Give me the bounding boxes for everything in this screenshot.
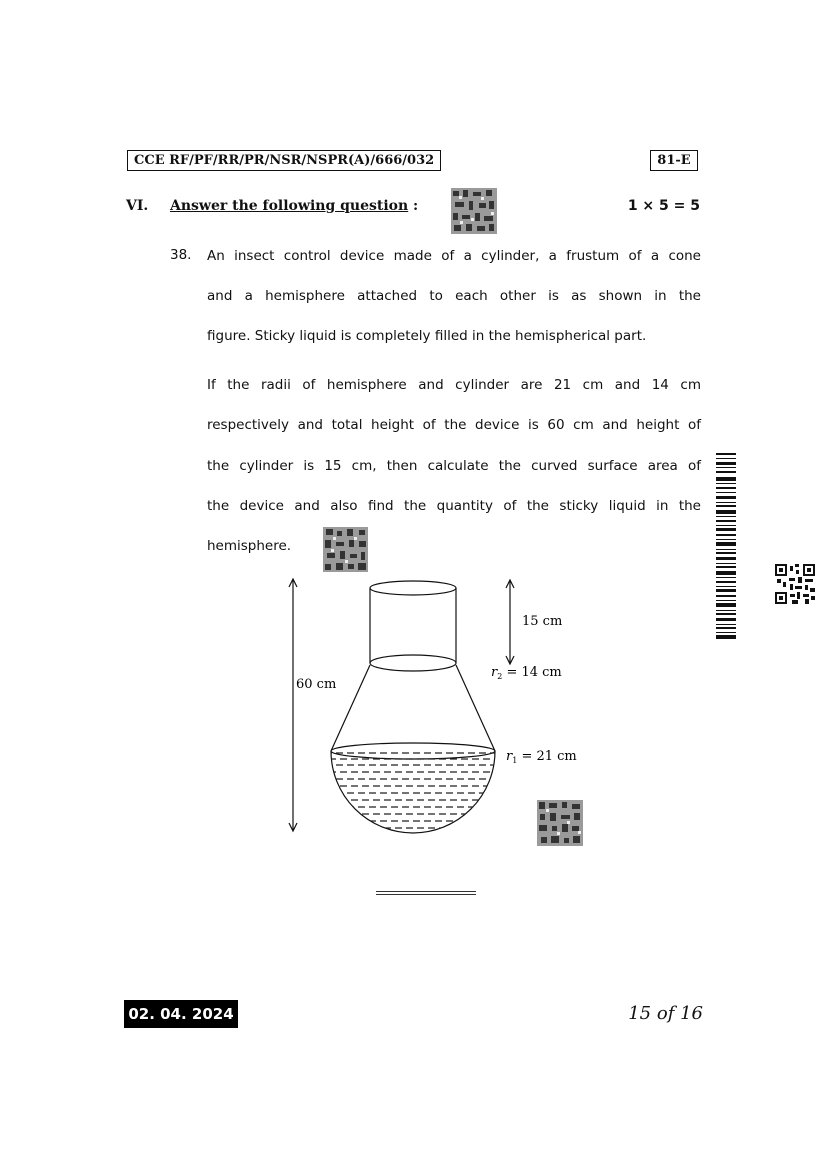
end-rule [376, 891, 476, 892]
section-title-text: Answer the following question [170, 198, 409, 214]
figure-drawing [289, 579, 514, 833]
sticky-liquid [325, 748, 502, 828]
question-number: 38. [170, 247, 192, 263]
frustum-left-side [331, 665, 370, 751]
question-line: respectively and total height of the device is 60 cm and height of [207, 417, 701, 433]
question-line: An insect control device made of a cylinder, a frustum of a cone [207, 248, 701, 264]
r1-subscript: 1 [512, 756, 518, 765]
question-line: the cylinder is 15 cm, then calculate the curved surface area of [207, 458, 701, 474]
question-line: If the radii of hemisphere and cylinder are 21 cm and 14 cm [207, 377, 701, 393]
r1-label [506, 749, 577, 765]
qr-code-icon [775, 564, 815, 604]
paper-code: CCE RF/PF/RR/PR/NSR/NSPR(A)/666/032 [127, 150, 441, 171]
barcode-icon [716, 453, 736, 639]
question-line: figure. Sticky liquid is completely filled in the hemispherical part. [207, 328, 647, 344]
question-line: hemisphere. [207, 538, 292, 554]
r1-symbol: r [506, 749, 513, 764]
exam-date: 02. 04. 2024 [124, 1000, 238, 1028]
section-number: VI. [126, 198, 149, 214]
qr-code-icon [323, 527, 368, 572]
qr-code-icon [451, 188, 497, 234]
end-rule [376, 894, 476, 895]
cylinder-bottom-ellipse [370, 655, 456, 671]
question-line: the device and also find the quantity of the sticky liquid in the [207, 498, 701, 514]
hemisphere-rim [331, 743, 495, 759]
question-line: and a hemisphere attached to each other is as shown in the [207, 288, 701, 304]
r1-value: = 21 cm [517, 749, 577, 764]
cylinder-top-ellipse [370, 581, 456, 595]
section-title [170, 198, 418, 214]
section-title-colon: : [413, 198, 419, 214]
page-code: 81-E [650, 150, 698, 171]
section-marks: 1 × 5 = 5 [627, 198, 700, 214]
cylinder-height-label: 15 cm [522, 614, 563, 629]
insect-device-figure [280, 570, 600, 840]
frustum-right-side [456, 665, 495, 751]
r2-label [491, 665, 562, 681]
page-number: 15 of 16 [628, 1003, 703, 1024]
total-height-label: 60 cm [296, 677, 337, 692]
r2-subscript: 2 [497, 672, 503, 681]
r2-symbol: r [491, 665, 498, 680]
r2-value: = 14 cm [502, 665, 562, 680]
